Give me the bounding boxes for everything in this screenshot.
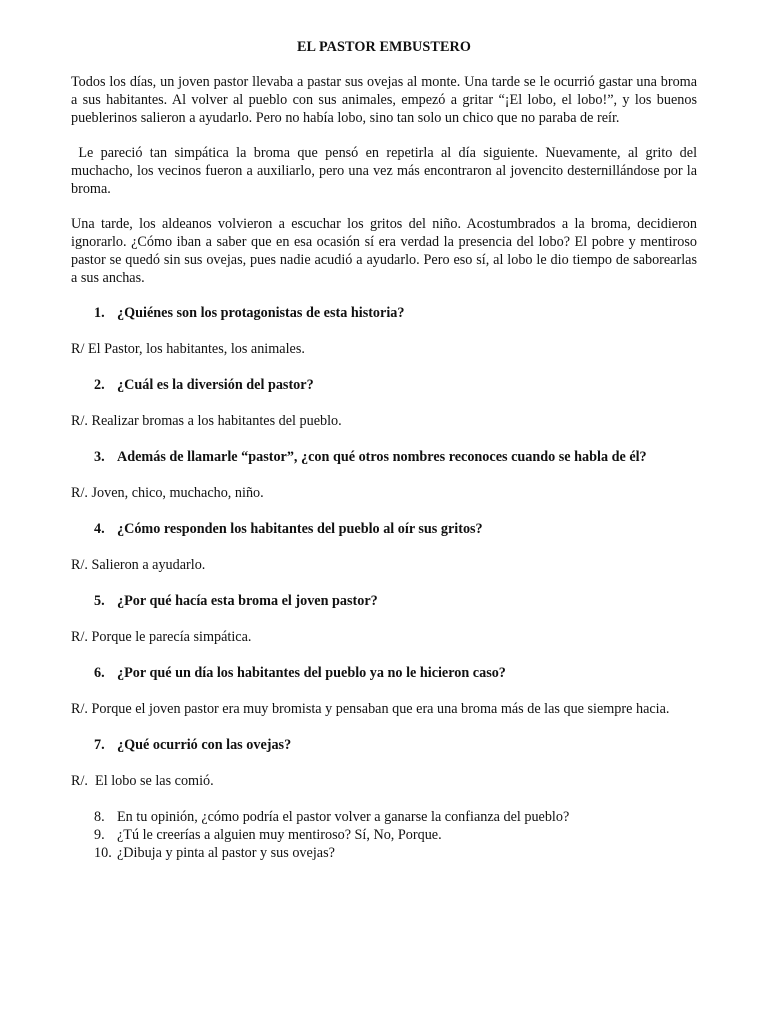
question-3 bbox=[71, 448, 697, 466]
item-text: En tu opinión, ¿cómo podría el pastor volver a ganarse la confianza del pueblo? bbox=[117, 809, 570, 825]
question-number: 5. bbox=[94, 593, 105, 609]
question-7 bbox=[71, 736, 697, 754]
item-number: 10. bbox=[94, 845, 112, 861]
list-item bbox=[94, 826, 697, 844]
answer-1: R/ El Pastor, los habitantes, los animales. bbox=[71, 341, 305, 357]
question-number: 2. bbox=[94, 377, 105, 393]
story-paragraph-2: Le pareció tan simpática la broma que pensó en repetirla al día siguiente. Nuevamente, al grito del muchacho, los vecinos fueron a auxiliarlo, pero una vez más encontraron al jovencito desternillándose por la broma. bbox=[71, 145, 701, 197]
question-text: ¿Por qué hacía esta broma el joven pastor? bbox=[117, 593, 378, 609]
question-2 bbox=[71, 376, 697, 394]
question-text: ¿Qué ocurrió con las ovejas? bbox=[117, 737, 292, 753]
question-5 bbox=[71, 592, 697, 610]
item-number: 9. bbox=[94, 827, 105, 843]
question-1 bbox=[71, 304, 697, 322]
answer-5: R/. Porque le parecía simpática. bbox=[71, 629, 252, 645]
question-4 bbox=[71, 520, 697, 538]
item-number: 8. bbox=[94, 809, 105, 825]
answer-6: R/. Porque el joven pastor era muy bromista y pensaban que era una broma más de las que siempre hacia. bbox=[71, 701, 670, 717]
question-text: ¿Cuál es la diversión del pastor? bbox=[117, 377, 314, 393]
question-number: 1. bbox=[94, 305, 105, 321]
question-text: ¿Cómo responden los habitantes del pueblo al oír sus gritos? bbox=[117, 521, 483, 537]
item-text: ¿Dibuja y pinta al pastor y sus ovejas? bbox=[117, 845, 335, 861]
story-paragraph-3: Una tarde, los aldeanos volvieron a escuchar los gritos del niño. Acostumbrados a la broma, decidieron ignorarlo. ¿Cómo iban a saber que en esa ocasión sí era verdad la presencia del lobo? El pobre y mentiroso pastor se quedó sin sus ovejas, pues nadie acudió a ayudarlo. Pero eso sí, al lobo le dio tiempo de saborearlas a sus anchas. bbox=[71, 216, 697, 286]
answer-2: R/. Realizar bromas a los habitantes del pueblo. bbox=[71, 413, 342, 429]
question-number: 3. bbox=[94, 449, 105, 465]
document-title: EL PASTOR EMBUSTERO bbox=[296, 39, 472, 55]
question-number: 4. bbox=[94, 521, 105, 537]
answer-3: R/. Joven, chico, muchacho, niño. bbox=[71, 485, 264, 501]
list-item bbox=[94, 844, 697, 862]
answer-4: R/. Salieron a ayudarlo. bbox=[71, 557, 206, 573]
item-text: ¿Tú le creerías a alguien muy mentiroso? Sí, No, Porque. bbox=[117, 827, 442, 843]
question-6 bbox=[71, 664, 697, 682]
question-text: ¿Por qué un día los habitantes del pueblo ya no le hicieron caso? bbox=[117, 665, 506, 681]
list-item bbox=[94, 808, 697, 826]
extra-questions-list bbox=[71, 808, 697, 862]
story-paragraph-1: Todos los días, un joven pastor llevaba a pastar sus ovejas al monte. Una tarde se le ocurrió gastar una broma a sus habitantes. Al volver al pueblo con sus animales, empezó a gritar “¡El lobo, el lobo!”, y los buenos pueblerinos salieron a ayudarlo. Pero no había lobo, sino tan solo un chico que no paraba de reír. bbox=[71, 74, 697, 126]
question-text: ¿Quiénes son los protagonistas de esta historia? bbox=[117, 305, 405, 321]
answer-7: R/. El lobo se las comió. bbox=[71, 773, 214, 789]
question-number: 7. bbox=[94, 737, 105, 753]
question-text: Además de llamarle “pastor”, ¿con qué otros nombres reconoces cuando se habla de él? bbox=[117, 449, 647, 465]
question-number: 6. bbox=[94, 665, 105, 681]
